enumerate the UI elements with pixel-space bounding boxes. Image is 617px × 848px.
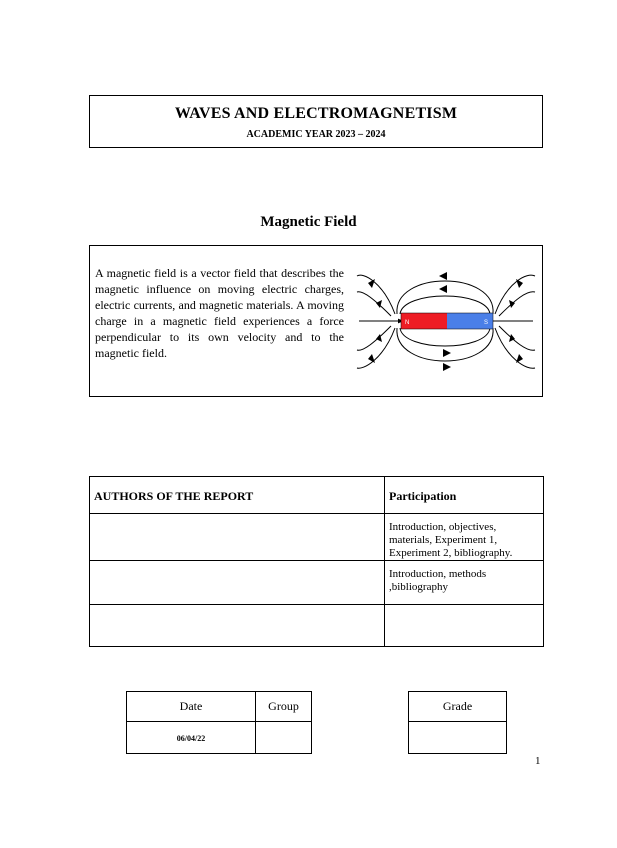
- participation-cell: Introduction, methods ,bibliography: [385, 561, 544, 605]
- table-row: [90, 514, 544, 561]
- grade-value: [409, 722, 507, 754]
- author-cell: [90, 561, 385, 605]
- grade-header: Grade: [409, 692, 507, 722]
- table-row: [90, 605, 544, 647]
- date-value: 06/04/22: [176, 734, 206, 743]
- grade-table: [408, 691, 507, 754]
- authors-table-header: [90, 477, 544, 514]
- title-box: [89, 95, 543, 148]
- section-heading: Magnetic Field: [260, 214, 357, 230]
- intro-paragraph: A magnetic field is a vector field that describes the magnetic influence on moving electric charges, electric currents, and magnetic materials. A moving charge in a magnetic field experiences a force perpendicular to its own velocity and to the magnetic field.: [95, 266, 344, 360]
- participation-cell: [385, 605, 544, 647]
- participation-column-header: Participation: [385, 477, 544, 514]
- authors-table: [89, 476, 544, 647]
- group-header: Group: [256, 692, 312, 722]
- author-cell: [90, 605, 385, 647]
- intro-box: [89, 245, 543, 397]
- south-label: S: [484, 320, 489, 326]
- authors-column-header: AUTHORS OF THE REPORT: [90, 477, 385, 514]
- author-cell: [90, 514, 385, 561]
- document-title: WAVES AND ELECTROMAGNETISM: [174, 105, 458, 122]
- participation-cell: Introduction, objectives, materials, Experiment 1, Experiment 2, bibliography.: [385, 514, 544, 561]
- date-header: Date: [127, 692, 256, 722]
- page-number: 1: [535, 755, 541, 767]
- bar-magnet-field-figure: [353, 262, 539, 382]
- group-value: [256, 722, 312, 754]
- date-value-cell: [127, 722, 256, 754]
- academic-year: ACADEMIC YEAR 2023 – 2024: [246, 129, 386, 140]
- table-row: [90, 561, 544, 605]
- north-label: N: [405, 320, 410, 326]
- date-group-table: [126, 691, 312, 754]
